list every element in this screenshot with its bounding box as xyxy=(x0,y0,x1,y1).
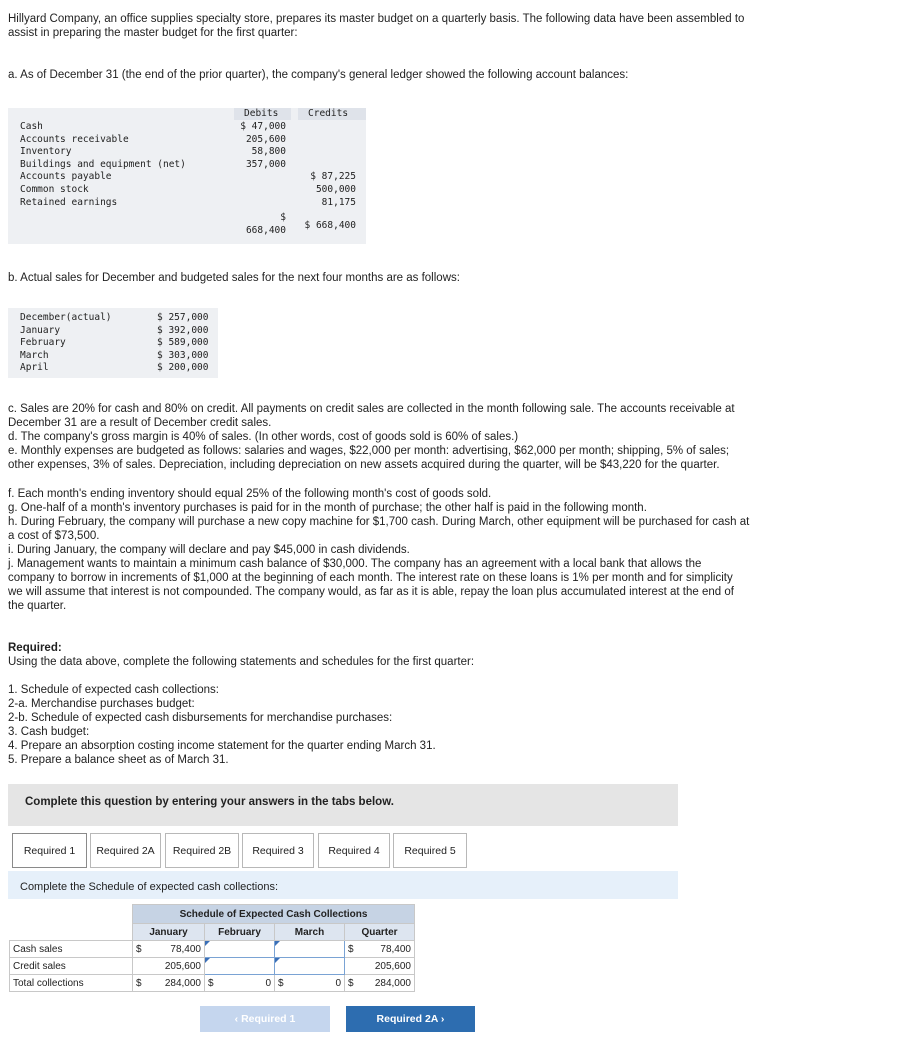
credit-sales-march-input[interactable] xyxy=(275,958,345,975)
ledger-row-credit: 81,175 xyxy=(321,196,356,208)
total-collections-january: $ 284,000 xyxy=(133,975,205,992)
ledger-row-label: Accounts receivable xyxy=(20,133,129,145)
tab-required-2a[interactable]: Required 2A xyxy=(90,833,161,868)
credit-sales-february-input[interactable] xyxy=(205,958,275,975)
part-f-text: f. Each month's ending inventory should equal 25% of the following month's cost of goods sold. xyxy=(8,488,492,500)
ledger-row-debit: 205,600 xyxy=(245,133,286,145)
ledger-row-label: Retained earnings xyxy=(20,196,118,208)
total-collections-february: $ 0 xyxy=(205,975,275,992)
required-list xyxy=(8,683,436,767)
ledger-row-label: Accounts payable xyxy=(20,171,112,183)
chevron-right-icon: › xyxy=(438,1013,445,1025)
sales-month: March xyxy=(20,349,49,361)
ledger-row-label: Common stock xyxy=(20,184,89,195)
ledger-row-credit: 500,000 xyxy=(315,184,356,195)
instruction-text: Complete the Schedule of expected cash collections: xyxy=(20,881,279,893)
required-item-1: 1. Schedule of expected cash collections: xyxy=(8,684,219,696)
total-debit-sign: $ xyxy=(280,212,286,223)
col-january: January xyxy=(133,924,205,941)
required-item-2b: 2-b. Schedule of expected cash disbursements for merchandise purchases: xyxy=(8,712,393,724)
tab-required-5[interactable]: Required 5 xyxy=(393,833,467,868)
part-j-text: j. Management wants to maintain a minimum cash balance of $30,000. The company has an agreement with a local bank that allows the company to borrow in increments of $1,000 at the beginning of each month. The interest rate on these loans is 1% per month and for simplicity we will assume that interest is not compounded. The company would, as far as it is able, repay the loan plus accumulated interest at the end of the quarter. xyxy=(8,558,734,612)
ledger-row-label: Inventory xyxy=(20,146,72,158)
ledger-row-debit: $ 47,000 xyxy=(240,121,286,132)
cash-sales-quarter: $ 78,400 xyxy=(345,941,415,958)
credit-sales-quarter: 205,600 xyxy=(345,958,415,975)
sales-table xyxy=(8,308,218,378)
col-february: February xyxy=(205,924,275,941)
prev-button[interactable]: ‹ Required 1 xyxy=(200,1006,330,1032)
part-a-text: a. As of December 31 (the end of the prior quarter), the company's general ledger showed the following account balances: xyxy=(8,69,629,81)
total-credit: $ 668,400 xyxy=(304,220,356,231)
next-button[interactable]: Required 2A › xyxy=(346,1006,475,1032)
row-label-total-collections: Total collections xyxy=(10,975,133,992)
table-row xyxy=(10,975,415,992)
chevron-left-icon: ‹ xyxy=(234,1013,242,1025)
cash-collections-schedule xyxy=(9,904,415,992)
sales-amount: $ 589,000 xyxy=(157,337,209,349)
ledger-row-debit: 58,800 xyxy=(251,146,286,158)
credits-header: Credits xyxy=(308,108,349,119)
required-label: Required: xyxy=(8,642,62,654)
sales-month: February xyxy=(20,337,66,349)
col-quarter: Quarter xyxy=(345,924,415,941)
sales-amount: $ 392,000 xyxy=(157,324,209,336)
total-collections-quarter: $ 284,000 xyxy=(345,975,415,992)
cash-sales-march-input[interactable] xyxy=(275,941,345,958)
sales-amount: $ 200,000 xyxy=(157,362,209,374)
credit-sales-january: 205,600 xyxy=(133,958,205,975)
part-i-text: i. During January, the company will declare and pay $45,000 in cash dividends. xyxy=(8,544,410,556)
sales-month: January xyxy=(20,324,61,336)
sales-month: April xyxy=(20,362,49,374)
ledger-row-credit: $ 87,225 xyxy=(310,171,356,183)
cash-sales-january: $ 78,400 xyxy=(133,941,205,958)
part-h-text: h. During February, the company will purchase a new copy machine for $1,700 cash. During March, other equipment will be purchased for cash at a cost of $73,500. xyxy=(8,516,750,542)
tab-required-3[interactable]: Required 3 xyxy=(242,833,314,868)
banner-text: Complete this question by entering your answers in the tabs below. xyxy=(25,796,394,808)
sales-amount: $ 257,000 xyxy=(157,312,209,323)
ledger-row-label: Buildings and equipment (net) xyxy=(20,158,186,170)
total-debit: 668,400 xyxy=(245,225,286,236)
tab-required-1[interactable]: Required 1 xyxy=(12,833,87,868)
row-label-credit-sales: Credit sales xyxy=(10,958,133,975)
part-c-text: c. Sales are 20% for cash and 80% on credit. All payments on credit sales are collected in the month following sale. The accounts receivable at December 31 are a result of December credit sales. xyxy=(8,403,735,429)
part-e-text: e. Monthly expenses are budgeted as follows: salaries and wages, $22,000 per month: advertising, $62,000 per month; shipping, 5% of sales; other expenses, 3% of sales. Depreciation, including depreciation on new assets acquired during the quarter, will be $43,220 for the quarter. xyxy=(8,445,730,471)
required-item-3: 3. Cash budget: xyxy=(8,726,90,738)
total-collections-march: $ 0 xyxy=(275,975,345,992)
sales-month: December(actual) xyxy=(20,312,112,323)
required-item-4: 4. Prepare an absorption costing income statement for the quarter ending March 31. xyxy=(8,740,436,752)
instructions-banner xyxy=(8,784,678,826)
col-march: March xyxy=(275,924,345,941)
tab-required-4[interactable]: Required 4 xyxy=(318,833,390,868)
debits-header: Debits xyxy=(244,108,279,119)
required-text: Using the data above, complete the following statements and schedules for the first quarter: xyxy=(8,656,475,668)
required-item-5: 5. Prepare a balance sheet as of March 31. xyxy=(8,754,229,766)
row-label-cash-sales: Cash sales xyxy=(10,941,133,958)
table-row xyxy=(10,941,415,958)
part-b-text: b. Actual sales for December and budgeted sales for the next four months are as follows: xyxy=(8,272,460,284)
tab-required-2b[interactable]: Required 2B xyxy=(165,833,239,868)
ledger-table xyxy=(8,108,366,244)
part-d-text: d. The company's gross margin is 40% of sales. (In other words, cost of goods sold is 60% of sales.) xyxy=(8,431,519,443)
intro-text: Hillyard Company, an office supplies specialty store, prepares its master budget on a quarterly basis. The following data have been assembled to assist in preparing the master budget for the first quarter: xyxy=(8,13,745,39)
table-row xyxy=(10,958,415,975)
schedule-title: Schedule of Expected Cash Collections xyxy=(133,905,415,924)
cash-sales-february-input[interactable] xyxy=(205,941,275,958)
ledger-row-debit: 357,000 xyxy=(245,158,286,170)
part-g-text: g. One-half of a month's inventory purchases is paid for in the month of purchase; the other half is paid in the following month. xyxy=(8,502,647,514)
required-item-2a: 2-a. Merchandise purchases budget: xyxy=(8,698,195,710)
instruction-bar xyxy=(8,871,678,899)
ledger-row-label: Cash xyxy=(20,121,43,132)
sales-amount: $ 303,000 xyxy=(157,349,209,361)
